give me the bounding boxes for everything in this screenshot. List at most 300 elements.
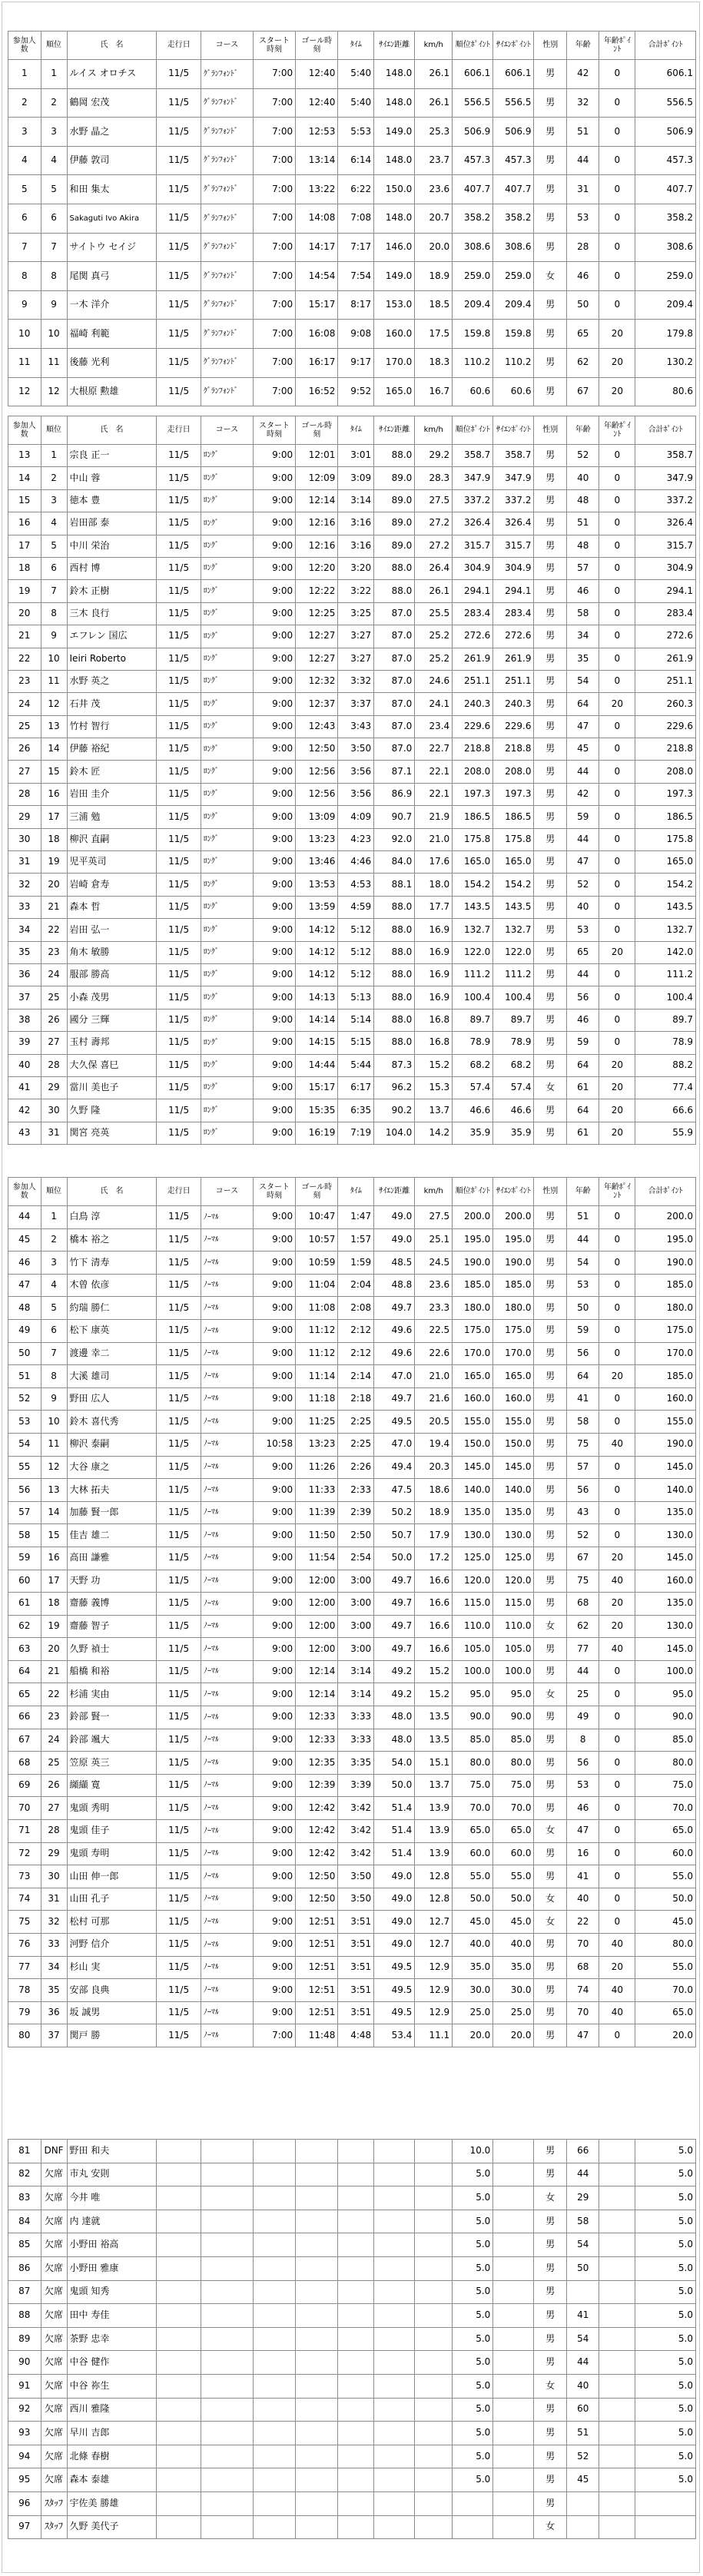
table-cell: 358.7 [493,445,534,467]
table-cell: 17.6 [415,851,453,874]
table-cell: 5.0 [635,2304,696,2328]
table-cell: 90.0 [635,1706,696,1729]
table-cell: 86 [8,2256,41,2280]
table-cell: 石井 茂 [67,693,157,715]
table-cell: 209.4 [635,290,696,320]
table-row [8,1842,696,1865]
table-cell: 20.0 [635,2024,696,2047]
table-cell: 欠席 [41,2351,67,2375]
table-cell: 337.2 [635,489,696,512]
table-cell: 5.0 [453,2351,493,2375]
table-cell: 0 [599,2024,635,2047]
table-row [8,1054,696,1076]
table-cell: 304.9 [453,557,493,579]
table-row [8,1820,696,1843]
table-cell: Ieiri Roberto [67,648,157,670]
table-cell: 110.0 [493,1615,534,1638]
table-cell: 9:00 [253,1524,295,1547]
table-cell: 170.0 [635,1342,696,1365]
table-cell: 欠席 [41,2398,67,2422]
column-header: 参加人数 [8,31,41,60]
table-row [8,1570,696,1593]
table-cell: 30.0 [453,1979,493,2002]
table-cell [338,2140,374,2163]
table-cell: 12:00 [296,1615,338,1638]
table-cell: ﾛﾝｸﾞ [201,1032,253,1054]
table-cell [374,2468,415,2492]
table-cell: 304.9 [493,557,534,579]
table-cell: 男 [534,2001,567,2024]
table-cell: ﾉｰﾏﾙ [201,1797,253,1820]
table-cell: 5.0 [635,2468,696,2492]
table-cell: 104.0 [374,1122,415,1144]
table-cell [338,2422,374,2445]
table-cell: 9:00 [253,874,295,896]
table-cell: 24 [41,963,67,986]
table-cell [338,2327,374,2351]
table-cell: 男 [534,738,567,761]
table-cell [201,2140,253,2163]
table-cell: 6 [8,204,41,233]
table-cell: 46 [566,1009,599,1031]
table-cell: 40 [566,896,599,918]
column-header: 参加人数 [8,416,41,445]
table-cell: 中山 蓉 [67,467,157,489]
table-cell [253,2327,295,2351]
table-cell: 29 [8,806,41,828]
table-cell: 河野 信介 [67,1934,157,1957]
table-cell: 179.8 [635,320,696,349]
table-cell: ﾛﾝｸﾞ [201,670,253,692]
table-cell: 347.9 [635,467,696,489]
column-header: 氏 名 [67,1178,157,1206]
table-cell: 11/5 [157,1888,201,1911]
table-cell: 9 [8,290,41,320]
table-cell: 50 [566,290,599,320]
table-cell: 11/5 [157,783,201,805]
table-row [8,1433,696,1456]
table-cell: 2:25 [338,1411,374,1434]
table-cell: 16.9 [415,941,453,963]
table-cell: 0 [599,1342,635,1365]
table-cell: 13:53 [296,874,338,896]
table-cell: ﾛﾝｸﾞ [201,1054,253,1076]
table-cell: 49.4 [374,1456,415,1479]
table-cell: 64 [566,1365,599,1388]
table-cell: 84 [8,2210,41,2233]
table-cell [599,2351,635,2375]
table-cell: 0 [599,580,635,602]
table-cell: 5.0 [635,2186,696,2210]
table-cell [415,2163,453,2186]
table-cell: 16.6 [415,1570,453,1593]
table-cell: 87.0 [374,670,415,692]
table-cell: 11:08 [296,1297,338,1320]
table-cell: 男 [534,1206,567,1229]
table-cell: 190.0 [635,1252,696,1275]
table-cell: 10 [41,320,67,349]
table-cell: 29 [41,1076,67,1099]
table-cell: 52 [566,1524,599,1547]
table-cell: 146.0 [374,233,415,262]
table-cell: 57 [566,557,599,579]
table-row [8,2304,696,2328]
table-cell: 11/5 [157,1456,201,1479]
table-cell: 5 [41,535,67,557]
table-cell: 11/5 [157,512,201,535]
table-cell: 20 [599,1615,635,1638]
table-cell: 315.7 [635,535,696,557]
table-cell: 7 [41,1342,67,1365]
table-cell [253,2445,295,2468]
table-cell: 50.0 [374,1774,415,1797]
table-cell: 20 [8,602,41,625]
table-cell: 11:48 [296,2024,338,2047]
table-cell: 21.6 [415,1387,453,1411]
table-cell: 7:00 [253,290,295,320]
table-row [8,963,696,986]
table-cell: 4:09 [338,806,374,828]
table-cell: 男 [534,1433,567,1456]
table-cell: 72 [8,1842,41,1865]
table-row [8,1411,696,1434]
table-cell: 197.3 [453,783,493,805]
table-cell: 男 [534,1774,567,1797]
table-cell: 20.5 [415,1411,453,1434]
table-cell: 20 [599,1593,635,1616]
column-header: km/h [415,416,453,445]
table-cell: ﾉｰﾏﾙ [201,1752,253,1775]
table-cell: 20.0 [453,2024,493,2047]
table-cell: 2:12 [338,1342,374,1365]
table-cell: 男 [534,1797,567,1820]
table-cell: 190.0 [453,1252,493,1275]
table-cell: ﾉｰﾏﾙ [201,1820,253,1843]
table-row [8,146,696,175]
table-cell: 9:08 [338,320,374,349]
table-row [8,377,696,406]
table-cell [253,2186,295,2210]
table-cell: 358.2 [635,204,696,233]
table-cell: 80.0 [493,1752,534,1775]
table-cell: 17 [8,535,41,557]
column-header: 順位 [41,416,67,445]
table-cell: 2:39 [338,1501,374,1524]
table-cell: 16 [41,783,67,805]
column-header: ｻｲｴﾝ距離 [374,31,415,60]
table-cell: 14 [8,467,41,489]
table-cell [157,2491,201,2515]
column-header: 合計ﾎﾟｲﾝﾄ [635,416,696,445]
table-cell: 44 [566,1660,599,1683]
table-cell: 11:12 [296,1342,338,1365]
table-cell: 3:33 [338,1729,374,1752]
table-cell: 61 [8,1593,41,1616]
table-cell: 8 [41,602,67,625]
table-cell: 3:33 [338,1706,374,1729]
table-cell: 11/5 [157,738,201,761]
table-cell: 5.0 [453,2398,493,2422]
table-cell: 男 [534,919,567,941]
table-cell: 欠席 [41,2445,67,2468]
table-cell: 12:51 [296,1911,338,1934]
table-cell: 304.9 [635,557,696,579]
table-cell [493,2186,534,2210]
table-cell: 茶野 忠幸 [67,2327,157,2351]
table-cell: ﾉｰﾏﾙ [201,1456,253,1479]
table-cell: 男 [534,2351,567,2375]
table-cell: 11:12 [296,1319,338,1342]
table-cell: ﾛﾝｸﾞ [201,828,253,850]
table-row [8,2445,696,2468]
table-cell [493,2422,534,2445]
table-cell: 7:00 [253,146,295,175]
table-cell: 115.0 [453,1593,493,1616]
table-cell: 160.0 [453,1387,493,1411]
table-cell: 49.0 [374,1911,415,1934]
table-cell: 9:00 [253,828,295,850]
table-cell: 358.7 [453,445,493,467]
table-cell: 74 [566,1979,599,2002]
table-cell: 110.2 [493,348,534,377]
table-cell: 67 [566,377,599,406]
table-row [8,1319,696,1342]
table-cell: 29 [566,2186,599,2210]
table-cell [157,2210,201,2233]
table-cell [201,2280,253,2304]
table-cell [599,2422,635,2445]
table-row [8,1009,696,1031]
table-cell: 9:00 [253,1820,295,1843]
table-cell: 68 [8,1752,41,1775]
table-cell: 15.2 [415,1683,453,1706]
table-cell: 20 [599,1122,635,1144]
table-cell: 9:00 [253,2001,295,2024]
table-cell: 49.5 [374,2001,415,2024]
table-cell: 40 [8,1054,41,1076]
table-header-row [8,31,696,60]
table-cell: 88.1 [374,874,415,896]
table-cell: 9:00 [253,557,295,579]
table-cell: 90.7 [374,806,415,828]
table-cell: 男 [534,1252,567,1275]
table-cell: 欠席 [41,2304,67,2328]
table-cell: 12.9 [415,2001,453,2024]
table-cell: 7:00 [253,262,295,291]
table-cell: 457.3 [453,146,493,175]
table-cell: 218.8 [635,738,696,761]
table-cell: 13:46 [296,851,338,874]
table-cell [201,2445,253,2468]
table-row [8,941,696,963]
table-cell: 87.1 [374,761,415,783]
table-cell: 52 [566,2445,599,2468]
table-cell: 30 [41,1865,67,1888]
table-cell: 165.0 [635,851,696,874]
table-cell: 260.3 [635,693,696,715]
table-cell: 165.0 [493,851,534,874]
table-cell: 70 [8,1797,41,1820]
table-cell: 3:16 [338,512,374,535]
table-cell: 55.9 [635,1122,696,1144]
table-cell: 杉浦 実由 [67,1683,157,1706]
table-cell: 25 [41,1752,67,1775]
table-cell: 11/5 [157,963,201,986]
table-cell: 17.2 [415,1547,453,1570]
table-cell: 1 [8,60,41,89]
table-cell: 9:00 [253,1122,295,1144]
table-cell: 26 [8,738,41,761]
table-cell: 11 [41,348,67,377]
table-cell: ｸﾞﾗﾝﾌｫﾝﾄﾞ [201,146,253,175]
table-cell [296,2233,338,2257]
table-cell [566,2515,599,2539]
table-cell: 9:00 [253,1706,295,1729]
table-cell: 2:33 [338,1479,374,1502]
table-cell: ﾉｰﾏﾙ [201,1660,253,1683]
table-cell: 70.0 [635,1979,696,2002]
table-cell: 9:00 [253,1752,295,1775]
table-cell: 伊藤 裕紀 [67,738,157,761]
table-cell: 5.0 [453,2445,493,2468]
table-cell: 0 [599,445,635,467]
table-row [8,1911,696,1934]
table-cell: 11/5 [157,986,201,1009]
table-cell: 97 [8,2515,41,2539]
table-cell: 男 [534,2256,567,2280]
table-cell: 18.5 [415,290,453,320]
table-cell: 606.1 [635,60,696,89]
table-cell: 45 [566,2468,599,2492]
table-cell: 9:00 [253,1979,295,2002]
table-cell: 48.0 [374,1729,415,1752]
table-cell: 9:00 [253,783,295,805]
table-cell: 200.0 [635,1206,696,1229]
table-cell [201,2163,253,2186]
table-cell: 3:56 [338,783,374,805]
table-cell: 13.9 [415,1797,453,1820]
table-cell: 105.0 [453,1638,493,1661]
table-cell: 女 [534,2374,567,2398]
table-cell: 男 [534,1752,567,1775]
table-cell: 132.7 [493,919,534,941]
table-cell: 5.0 [635,2327,696,2351]
table-cell: 11/5 [157,580,201,602]
table-cell: 13:59 [296,896,338,918]
table-cell: 當川 美也子 [67,1076,157,1099]
table-header-row [8,1178,696,1206]
table-cell: 9:00 [253,1934,295,1957]
table-cell: 9:00 [253,1638,295,1661]
table-cell: 44 [566,146,599,175]
table-cell: 13.9 [415,1820,453,1843]
table-cell: 88.0 [374,557,415,579]
table-cell: ﾛﾝｸﾞ [201,580,253,602]
table-cell: 75.0 [453,1774,493,1797]
table-cell: 68 [566,1956,599,1979]
table-cell: 男 [534,1009,567,1031]
table-cell: 45.0 [453,1911,493,1934]
table-cell [493,2374,534,2398]
table-cell: 54.0 [374,1752,415,1775]
table-cell [253,2491,295,2515]
table-cell: 20 [599,320,635,349]
table-cell: 18 [8,557,41,579]
table-cell: 60.0 [453,1842,493,1865]
table-cell: 男 [534,1319,567,1342]
table-cell: 13 [41,1479,67,1502]
table-cell: ﾛﾝｸﾞ [201,535,253,557]
table-cell: 7:08 [338,204,374,233]
table-row [8,1547,696,1570]
table-cell: 0 [599,986,635,1009]
table-cell [566,2280,599,2304]
column-header: ｻｲｴﾝ距離 [374,416,415,445]
table-cell: 20.7 [415,204,453,233]
table-cell: 3:56 [338,761,374,783]
table-cell: 25.0 [493,2001,534,2024]
table-row [8,1032,696,1054]
table-cell: 125.0 [493,1547,534,1570]
table-cell: 23.6 [415,175,453,204]
table-row [8,1456,696,1479]
table-cell: 2:14 [338,1365,374,1388]
results-table-grandfondo [8,31,696,406]
table-cell: 74 [8,1888,41,1911]
table-cell: 308.6 [635,233,696,262]
table-cell: 3:51 [338,1934,374,1957]
table-cell: 和田 集太 [67,175,157,204]
table-cell: 12:51 [296,2001,338,2024]
table-cell: 11/5 [157,1729,201,1752]
table-cell: 29.2 [415,445,453,467]
table-cell [201,2327,253,2351]
table-cell: 0 [599,1524,635,1547]
table-cell: 12:50 [296,1865,338,1888]
table-cell: 47 [566,2024,599,2047]
table-cell: 28 [41,1054,67,1076]
table-cell: 11/5 [157,1934,201,1957]
table-cell: 5.0 [453,2304,493,2328]
table-cell: 26.1 [415,580,453,602]
table-cell: 西川 雅隆 [67,2398,157,2422]
table-cell: 11/5 [157,1842,201,1865]
table-cell: 40 [599,1570,635,1593]
table-cell [493,2304,534,2328]
table-cell: 11/5 [157,535,201,557]
table-cell [338,2256,374,2280]
table-cell: 中谷 健作 [67,2351,157,2375]
table-cell: 3:09 [338,467,374,489]
table-cell: 15:35 [296,1099,338,1122]
table-cell: 11/5 [157,2024,201,2047]
table-cell [374,2445,415,2468]
table-cell [157,2163,201,2186]
table-cell [157,2280,201,2304]
table-cell: 58 [566,1411,599,1434]
table-cell: 5.0 [453,2468,493,2492]
table-cell: ﾉｰﾏﾙ [201,1911,253,1934]
table-cell: 20 [599,941,635,963]
table-cell: 0 [599,806,635,828]
table-cell: 男 [534,1479,567,1502]
table-cell: 17.9 [415,1524,453,1547]
column-header: ゴール時刻 [296,31,338,60]
table-row [8,783,696,805]
table-row [8,512,696,535]
table-cell: 11/5 [157,1099,201,1122]
table-cell: 14:13 [296,986,338,1009]
